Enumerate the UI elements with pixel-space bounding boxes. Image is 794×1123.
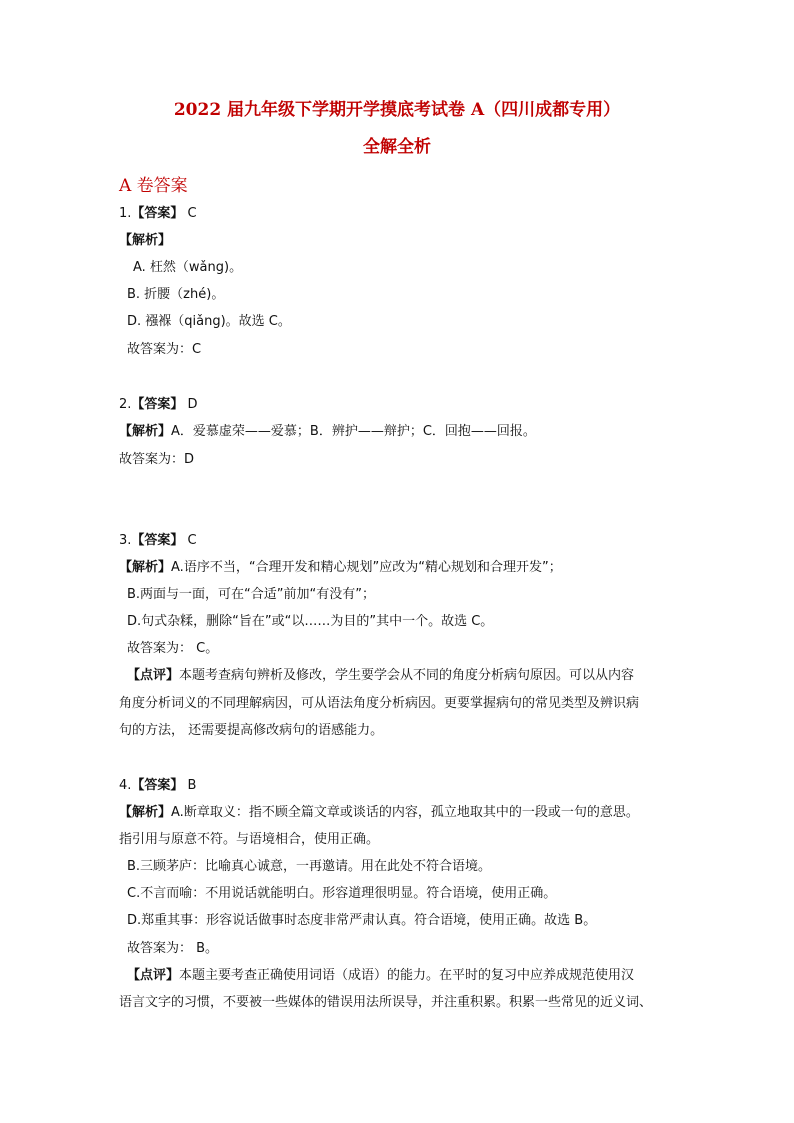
q4-analysis-1: A.断章取义：指不顾全篇文章或谈话的内容，孤立地取其中的一段或一句的意思。 [171,805,639,820]
q1-analysis-tag: 【解析】 [119,233,172,248]
q2-number: 2. [119,397,132,412]
q3-comment-line-1 [127,667,634,685]
q4-comment-1: 本题主要考查正确使用词语（成语）的能力。在平时的复习中应养成规范使用汉 [179,968,635,983]
q1-answer-line [119,205,197,223]
q3-option-b: B.两面与一面，可在“合适”前加“有没有”； [127,587,375,602]
q3-comment-tag: 【点评】 [127,668,180,683]
q4-answer-line [119,777,196,795]
q4-comment-line-1 [127,967,634,985]
q3-comment-1: 本题考查病句辨析及修改，学生要学会从不同的角度分析病句原因。可以从内容 [179,668,635,683]
q3-analysis-tag: 【解析】 [119,560,172,575]
q4-number: 4. [119,778,132,793]
q4-option-d: D.郑重其事：形容说话做事时态度非常严肃认真。符合语境，使用正确。故选 B。 [127,913,597,928]
q2-conclusion: 故答案为：D [119,452,195,467]
q2-analysis-tag: 【解析】 [119,424,172,439]
q2-answer-line [119,396,198,414]
section-heading: A 卷答案 [119,176,188,196]
q4-analysis-tag: 【解析】 [119,805,172,820]
q1-option-a: A. 枉然（wǎng)。 [133,260,243,275]
q3-analysis: A.语序不当，“合理开发和精心规划”应改为“精心规划和合理开发”； [171,560,562,575]
q2-answer-tag: 【答案】 [131,397,184,412]
q4-conclusion: 故答案为： B。 [127,941,219,956]
q4-analysis-2: 指引用与原意不符。与语境相合，使用正确。 [119,832,380,847]
q2-analysis-line [119,423,536,441]
q3-comment-line-2: 角度分析词义的不同理解病因，可从语法角度分析病因。更要掌握病句的常见类型及辨识病 [119,696,640,711]
q1-analysis-tag-line [119,232,171,250]
q3-option-d: D.句式杂糅，删除“旨在”或“以……为目的”其中一个。故选 C。 [127,614,494,629]
q4-answer: B [183,778,197,793]
q1-number: 1. [119,206,132,221]
q1-answer: C [183,206,197,221]
q3-answer: C [183,533,197,548]
q3-answer-tag: 【答案】 [131,533,184,548]
q4-comment-line-2: 语言文字的习惯，不要被一些媒体的错误用法所误导，并注重积累。积累一些常见的近义词、 [119,995,653,1010]
document-subtitle: 全解全析 [363,137,431,157]
q2-answer: D [183,397,198,412]
q1-option-d: D. 襁褓（qiǎng)。故选 C。 [127,314,291,329]
q3-comment-line-3: 句的方法， 还需要提高修改病句的语感能力。 [119,723,384,738]
q1-conclusion: 故答案为：C [127,342,202,357]
q4-analysis-line [119,804,639,822]
q1-option-b: B. 折腰（zhé)。 [127,287,225,302]
q3-number: 3. [119,533,132,548]
q4-option-b: B.三顾茅庐：比喻真心诚意，一再邀请。用在此处不符合语境。 [127,859,492,874]
q2-analysis: A．爱慕虚荣——爱慕；B．辨护——辩护；C．回抱——回报。 [171,424,536,439]
q4-comment-tag: 【点评】 [127,968,180,983]
document-title: 2022 届九年级下学期开学摸底考试卷 A（四川成都专用） [173,100,621,120]
q3-conclusion: 故答案为： C。 [127,641,219,656]
q1-answer-tag: 【答案】 [131,206,184,221]
q4-option-c: C.不言而喻：不用说话就能明白。形容道理很明显。符合语境，使用正确。 [127,886,557,901]
q3-answer-line [119,532,197,550]
q4-answer-tag: 【答案】 [131,778,184,793]
q3-analysis-line [119,559,562,577]
